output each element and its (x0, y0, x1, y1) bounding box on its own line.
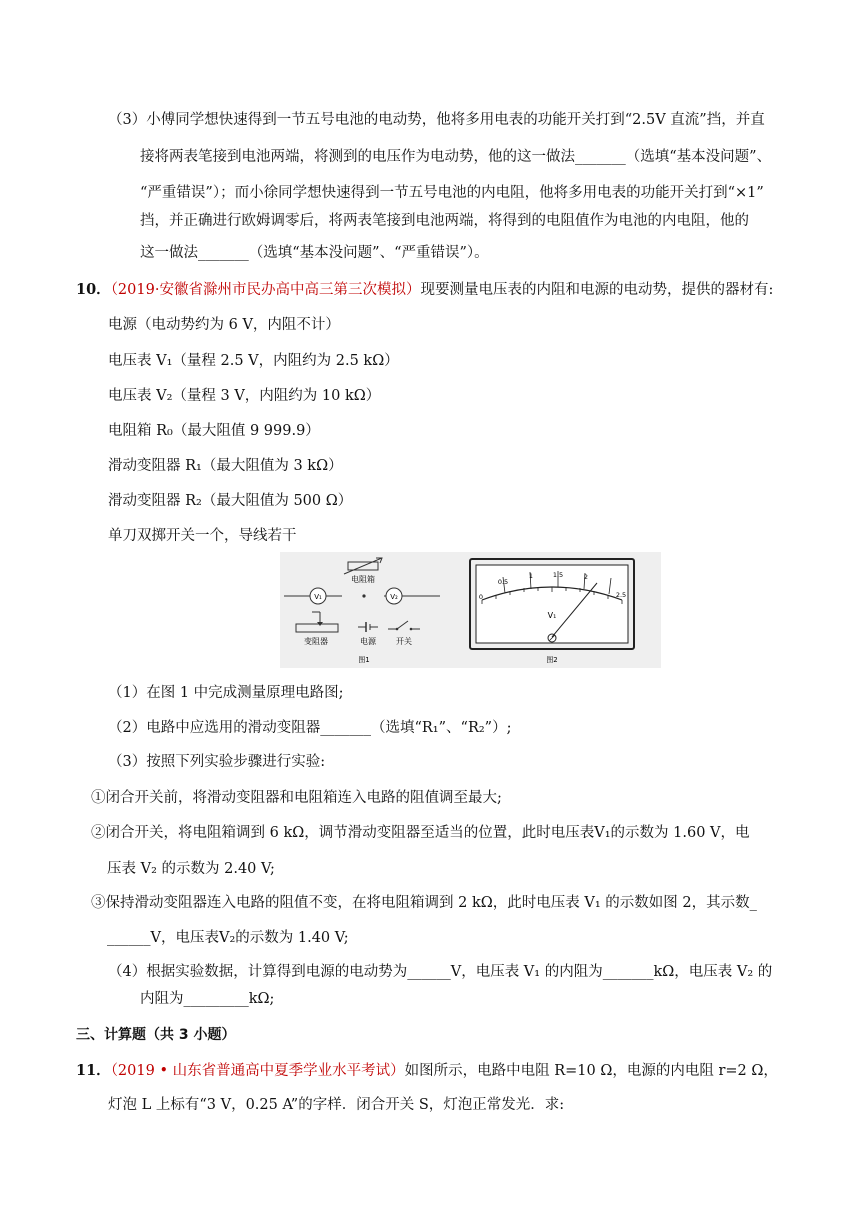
figure-1-circuit (280, 552, 445, 668)
scale-label: 2.5 (615, 591, 627, 599)
figure-2-voltmeter (445, 552, 661, 668)
scale-label: 0 (478, 593, 484, 601)
equipment-item: 电压表 V₂（量程 3 V，内阻约为 10 kΩ） (108, 388, 381, 404)
q10-part4-line2: 内阻为_________kΩ; (140, 991, 275, 1007)
equipment-item: 电源（电动势约为 6 V，内阻不计） (108, 317, 340, 333)
q9-p3-line1: （3）小傅同学想快速得到一节五号电池的电动势，他将多用电表的功能开关打到“2.5V 直流”挡，并直 (108, 112, 765, 128)
q10-step2-line1: ②闭合开关，将电阻箱调到 6 kΩ，调节滑动变阻器至适当的位置，此时电压表V₁的示数为 1.60 V，电 (91, 825, 750, 841)
equipment-item: 滑动变阻器 R₁（最大阻值为 3 kΩ） (108, 458, 343, 474)
q9-p3-line4: 挡，并正确进行欧姆调零后，将两表笔接到电池两端，将得到的电阻值作为电池的内电阻，他的 (140, 213, 749, 229)
equipment-item: 电阻箱 R₀（最大阻值 9 999.9） (108, 423, 320, 439)
q11-line2: 灯泡 L 上标有“3 V，0.25 A”的字样．闭合开关 S，灯泡正常发光．求: (108, 1097, 565, 1113)
q10-header (76, 280, 773, 300)
q11-header (76, 1061, 778, 1081)
q10-part4-line1: （4）根据实验数据，计算得到电源的电动势为______V，电压表 V₁ 的内阻为_______kΩ，电压表 V₂ 的 (108, 964, 773, 980)
equipment-item: 电压表 V₁（量程 2.5 V，内阻约为 2.5 kΩ） (108, 353, 399, 369)
section-heading: 三、计算题（共 3 小题） (76, 1027, 236, 1043)
scale-label: 0.5 (497, 578, 509, 586)
equipment-item: 滑动变阻器 R₂（最大阻值为 500 Ω） (108, 493, 353, 509)
q10-step3-line1: ③保持滑动变阻器连入电路的阻值不变，在将电阻箱调到 2 kΩ，此时电压表 V₁ 的示数如图 2，其示数_ (91, 895, 757, 911)
question-number: 11． (76, 1062, 111, 1079)
question-source: （2019 • 山东省普通高中夏季学业水平考试） (110, 1063, 405, 1079)
q10-step1: ①闭合开关前，将滑动变阻器和电阻箱连入电路的阻值调至最大; (91, 790, 502, 806)
scale-label: 1 (528, 572, 534, 580)
q9-p3-line3: “严重错误”）；而小徐同学想快速得到一节五号电池的内电阻，他将多用电表的功能开关打到“×1” (140, 185, 764, 201)
question-stem: 现要测量电压表的内阻和电源的电动势，提供的器材有: (420, 282, 774, 298)
question-number: 10． (76, 281, 111, 298)
q10-part2: （2）电路中应选用的滑动变阻器_______（选填“R₁”、“R₂”）; (108, 720, 512, 736)
question-source: （2019·安徽省滁州市民办高中高三第三次模拟） (110, 282, 421, 298)
v2-label: V₂ (390, 593, 398, 601)
equipment-item: 单刀双掷开关一个，导线若干 (108, 528, 297, 544)
q10-step2-line2: 压表 V₂ 的示数为 2.40 V; (107, 861, 275, 877)
v1-label: V₁ (314, 593, 322, 601)
scale-label: 1.5 (552, 571, 564, 579)
rheostat-label: 变阻器 (304, 637, 328, 646)
q10-part3: （3）按照下列实验步骤进行实验: (108, 754, 326, 770)
scale-label: 2 (583, 573, 589, 581)
q9-p3-line2: 接将两表笔接到电池两端，将测到的电压作为电动势，他的这一做法_______（选填“基本没问题”、 (140, 149, 772, 165)
source-label: 电源 (360, 637, 376, 646)
figure-1-caption: 图1 (358, 656, 370, 664)
q10-step3-line2: ______V，电压表V₂的示数为 1.40 V; (107, 930, 349, 946)
question-stem: 如图所示，电路中电阻 R=10 Ω，电源的内电阻 r=2 Ω， (404, 1063, 778, 1079)
switch-label: 开关 (396, 637, 412, 646)
resistance-box-label: 电阻箱 (351, 575, 375, 584)
q9-p3-line5: 这一做法_______（选填“基本没问题”、“严重错误”）。 (140, 245, 489, 261)
q10-part1: （1）在图 1 中完成测量原理电路图; (108, 685, 344, 701)
meter-name: V₁ (547, 611, 557, 620)
figure-2-caption: 图2 (546, 656, 558, 664)
